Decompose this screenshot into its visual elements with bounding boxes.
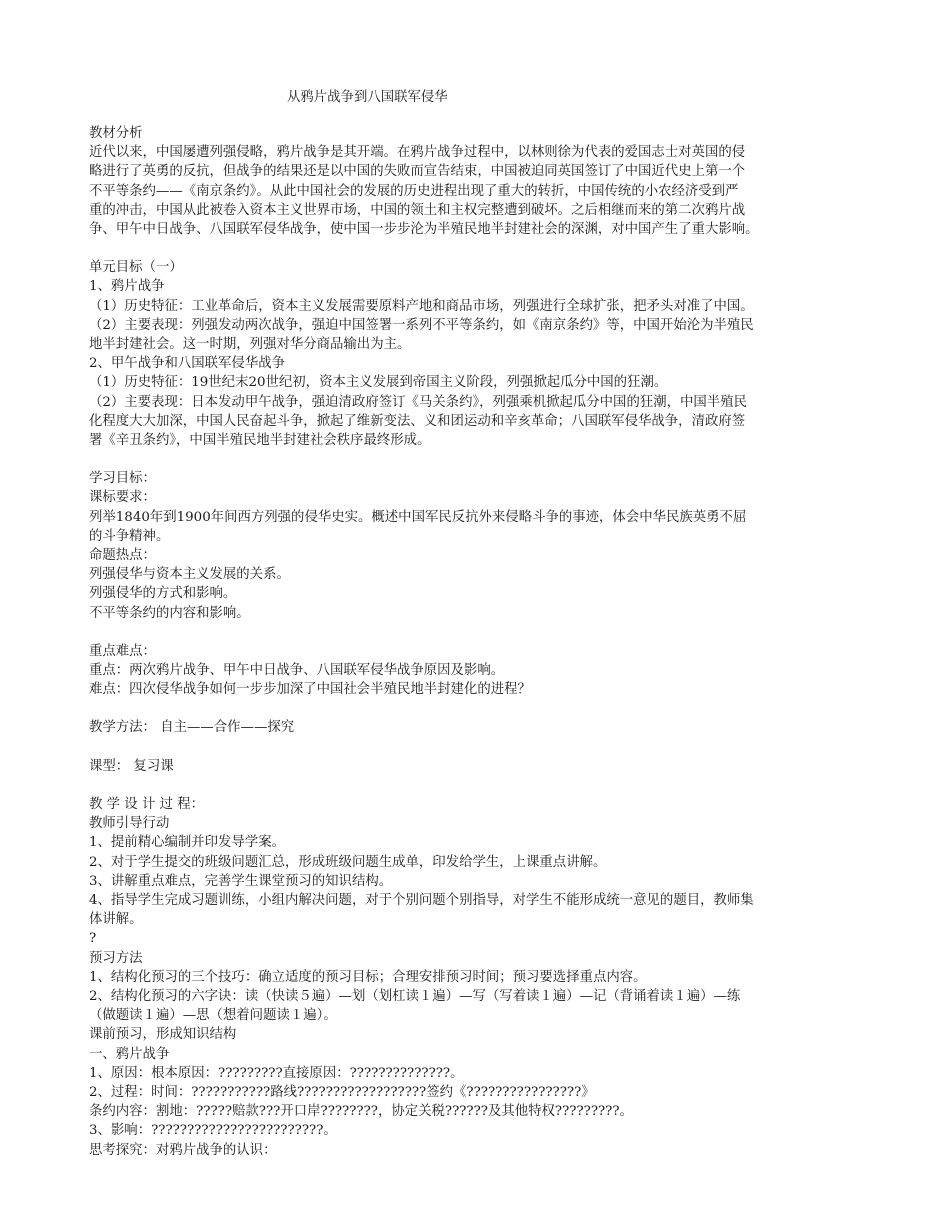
text-line: 课标要求： [89, 490, 156, 506]
text-line: 列强侵华与资本主义发展的关系。 [89, 567, 290, 583]
text-line: 3、影响：????????????????????????。 [89, 1123, 337, 1139]
section-key-points [89, 642, 864, 700]
text-line: 署《辛丑条约》，中国半殖民地半封建社会秩序最终形成。 [89, 433, 431, 449]
text-line: ? [89, 931, 97, 947]
text-line: 4、指导学生完成习题训练，小组内解决问题，对于个别问题个别指导，对学生不能形成统一意见的题目，教师集 [89, 892, 754, 908]
document-title: 从鸦片战争到八国联军侵华 [287, 90, 448, 105]
section-heading: 单元目标（一） [89, 260, 183, 276]
text-line: 2、过程：时间：???????????路线??????????????????签约《????????????????》 [89, 1084, 595, 1100]
text-line: 1、原因：根本原因：?????????直接原因：??????????????。 [89, 1065, 464, 1081]
document-body [89, 86, 864, 1160]
teaching-method: 教学方法： 自主——合作——探究 [89, 720, 295, 736]
text-line: （1）历史特征：19世纪末20世纪初，资本主义发展到帝国主义阶段，列强掀起瓜分中国的狂潮。 [89, 375, 668, 391]
section-heading: 重点难点： [89, 643, 156, 659]
text-line: 课前预习，形成知识结构 [89, 1027, 237, 1043]
text-line: 列强侵华的方式和影响。 [89, 586, 237, 602]
text-line: 教师引导行动 [89, 816, 170, 832]
text-line: 不平等条约的内容和影响。 [89, 605, 250, 621]
text-line: 地半封建社会。这一时期，列强对华分商品输出为主。 [89, 337, 411, 353]
section-learning-goals [89, 469, 864, 623]
text-line: 2、结构化预习的六字诀：读（快读５遍）—划（划杠读１遍）—写（写着读１遍）—记（背诵着读１遍）—练 [89, 988, 741, 1004]
text-line: 不平等条约——《南京条约》。从此中国社会的发展的历史进程出现了重大的转折，中国传统的小农经济受到严 [89, 183, 739, 199]
text-line: （1）历史特征：工业革命后，资本主义发展需要原料产地和商品市场，列强进行全球扩张，把矛头对准了中国。 [89, 298, 754, 314]
text-line: 1、提前精心编制并印发导学案。 [89, 835, 285, 851]
section-heading: 教材分析 [89, 126, 143, 141]
text-line: 的斗争精神。 [89, 528, 170, 544]
text-line: 重的冲击，中国从此被卷入资本主义世界市场，中国的领土和主权完整遭到破坏。之后相继而来的第二次鸦片战 [89, 202, 746, 218]
text-line: 难点：四次侵华战争如何一步步加深了中国社会半殖民地半封建化的进程？ [89, 682, 531, 698]
text-line: 重点：两次鸦片战争、甲午中日战争、八国联军侵华战争原因及影响。 [89, 663, 505, 679]
text-line: 条约内容：割地：?????赔款???开口岸????????，协定关税??????及其他特权?????????。 [89, 1104, 633, 1120]
lesson-type: 课型： 复习课 [89, 758, 174, 774]
section-design [89, 795, 864, 1160]
text-line: 近代以来，中国屡遭列强侵略，鸦片战争是其开端。在鸦片战争过程中，以林则徐为代表的爱国志士对英国的侵 [89, 145, 746, 161]
text-line: 1、结构化预习的三个技巧：确立适度的预习目标；合理安排预习时间；预习要选择重点内容。 [89, 969, 647, 985]
text-line: 列举1840年到1900年间西方列强的侵华史实。概述中国军民反抗外来侵略斗争的事迹，体会中华民族英勇不屈 [89, 509, 747, 525]
text-line: 命题热点： [89, 548, 156, 564]
section-heading: 学习目标： [89, 471, 156, 487]
text-line: （做题读１遍）—思（想着问题读１遍）。 [89, 1008, 337, 1024]
text-line: 略进行了英勇的反抗，但战争的结果还是以中国的失败而宣告结束，中国被迫同英国签订了中国近代史上第一个 [89, 164, 746, 180]
text-line: （2）主要表现：列强发动两次战争，强迫中国签署一系列不平等条约，如《南京条约》等，中国开始沦为半殖民 [89, 317, 754, 333]
text-line: 一、鸦片战争 [89, 1046, 170, 1062]
text-line: 1、鸦片战争 [89, 279, 165, 295]
text-line: 2、甲午战争和八国联军侵华战争 [89, 356, 285, 372]
text-line: （2）主要表现：日本发动甲午战争，强迫清政府签订《马关条约》，列强乘机掀起瓜分中国的狂潮，中国半殖民 [89, 394, 747, 410]
text-line: 争、甲午中日战争、八国联军侵华战争，使中国一步步沦为半殖民地半封建社会的深渊，对中国产生了重大影响。 [89, 222, 759, 238]
section-unit-goals [89, 258, 864, 450]
text-line: 思考探究：对鸦片战争的认识： [89, 1142, 277, 1158]
text-line: 化程度大大加深，中国人民奋起斗争，掀起了维新变法、义和团运动和辛亥革命；八国联军侵华战争，清政府签 [89, 413, 746, 429]
text-line: 预习方法 [89, 950, 143, 966]
section-analysis [89, 124, 864, 239]
section-heading: 教 学 设 计 过 程： [89, 796, 205, 812]
text-line: 3、讲解重点难点，完善学生课堂预习的知识结构。 [89, 873, 393, 889]
text-line: 2、对于学生提交的班级问题汇总，形成班级问题生成单，印发给学生，上课重点讲解。 [89, 854, 607, 870]
text-line: 体讲解。 [89, 912, 143, 928]
